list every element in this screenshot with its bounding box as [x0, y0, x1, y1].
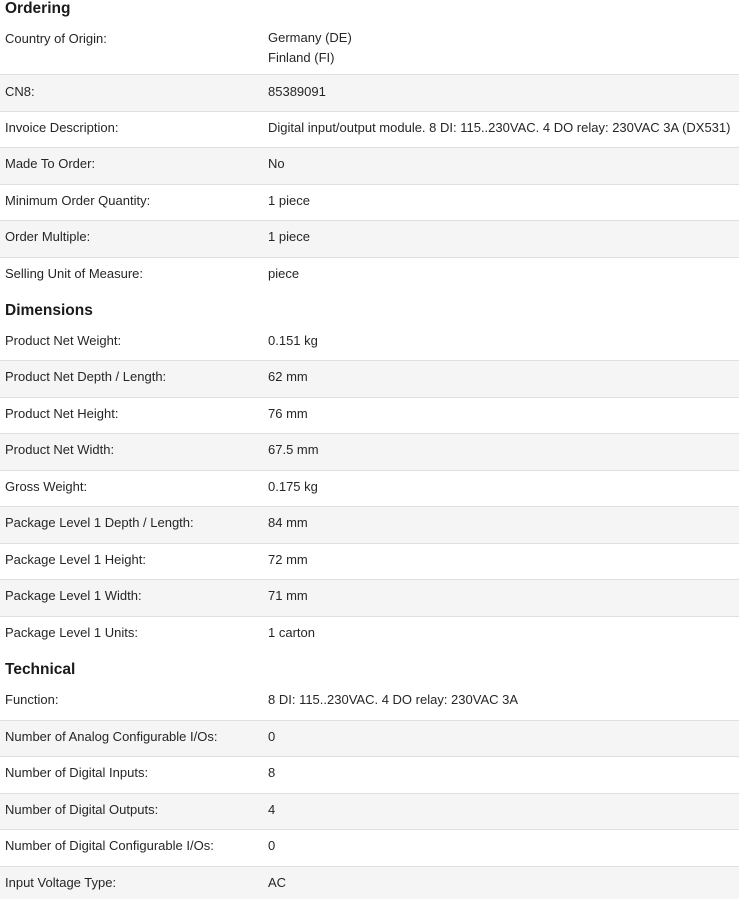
spec-label: Minimum Order Quantity:: [5, 193, 151, 208]
spec-label: Input Voltage Type:: [5, 875, 117, 890]
spec-value: 1 carton: [268, 625, 315, 640]
section-title-ordering: Ordering: [5, 0, 71, 17]
spec-value: No: [268, 156, 285, 171]
spec-value: 0.151 kg: [268, 333, 318, 348]
spec-value-line: Germany (DE): [268, 30, 352, 45]
spec-row-function: [0, 684, 739, 721]
spec-value: 76 mm: [268, 406, 308, 421]
spec-value: 8: [268, 765, 276, 780]
spec-row-product-net-width: [0, 434, 739, 471]
spec-value: 72 mm: [268, 552, 308, 567]
section-title-dimensions: Dimensions: [5, 302, 93, 319]
spec-row-minimum-order-quantity: [0, 185, 739, 221]
spec-label: Product Net Height:: [5, 406, 119, 421]
spec-row-input-voltage-type: [0, 867, 739, 899]
spec-row-product-net-height: [0, 398, 739, 434]
spec-row-digital-inputs: [0, 757, 739, 794]
spec-label: Package Level 1 Units:: [5, 625, 138, 640]
spec-row-product-net-depth: [0, 361, 739, 398]
spec-row-digital-configurable-ios: [0, 830, 739, 867]
spec-value: 71 mm: [268, 588, 308, 603]
spec-label: Country of Origin:: [5, 31, 107, 46]
spec-row-made-to-order: [0, 148, 739, 185]
spec-value: Digital input/output module. 8 DI: 115..230VAC. 4 DO relay: 230VAC 3A (DX531): [268, 120, 731, 135]
section-title-technical: Technical: [5, 661, 76, 678]
spec-value: 0: [268, 838, 276, 853]
spec-label: Number of Digital Inputs:: [5, 765, 149, 780]
spec-row-country-of-origin: [0, 30, 739, 75]
spec-row-package-width: [0, 580, 739, 617]
spec-label: Product Net Width:: [5, 442, 115, 457]
spec-row-digital-outputs: [0, 794, 739, 830]
spec-row-order-multiple: [0, 221, 739, 258]
spec-row-analog-configurable-ios: [0, 721, 739, 757]
spec-label: CN8:: [5, 84, 35, 99]
spec-value-line: Finland (FI): [268, 50, 335, 65]
spec-label: Invoice Description:: [5, 120, 119, 135]
spec-label: Number of Digital Outputs:: [5, 802, 159, 817]
spec-label: Product Net Depth / Length:: [5, 369, 167, 384]
spec-row-package-height: [0, 544, 739, 580]
spec-label: Function:: [5, 692, 59, 707]
spec-value: AC: [268, 875, 287, 890]
spec-label: Order Multiple:: [5, 229, 91, 244]
spec-label: Number of Digital Configurable I/Os:: [5, 838, 214, 853]
spec-value: 1 piece: [268, 229, 310, 244]
spec-value: 0: [268, 729, 276, 744]
spec-value: 4: [268, 802, 276, 817]
spec-value: 67.5 mm: [268, 442, 319, 457]
spec-row-selling-unit: [0, 258, 739, 294]
spec-value: [268, 28, 352, 68]
spec-value: 62 mm: [268, 369, 308, 384]
spec-label: Package Level 1 Width:: [5, 588, 142, 603]
spec-label: Number of Analog Configurable I/Os:: [5, 729, 218, 744]
spec-row-package-depth: [0, 507, 739, 544]
spec-label: Package Level 1 Height:: [5, 552, 146, 567]
spec-value: 8 DI: 115..230VAC. 4 DO relay: 230VAC 3A: [268, 692, 519, 707]
spec-value: piece: [268, 266, 300, 281]
spec-label: Made To Order:: [5, 156, 96, 171]
spec-row-gross-weight: [0, 471, 739, 507]
spec-label: Package Level 1 Depth / Length:: [5, 515, 194, 530]
spec-label: Product Net Weight:: [5, 333, 122, 348]
spec-row-cn8: [0, 75, 739, 112]
spec-value: 84 mm: [268, 515, 308, 530]
spec-row-package-units: [0, 617, 739, 653]
spec-row-invoice-description: [0, 112, 739, 148]
spec-label: Gross Weight:: [5, 479, 88, 494]
spec-value: 1 piece: [268, 193, 310, 208]
spec-value: 85389091: [268, 84, 326, 99]
spec-row-product-net-weight: [0, 325, 739, 361]
spec-label: Selling Unit of Measure:: [5, 266, 144, 281]
spec-value: 0.175 kg: [268, 479, 318, 494]
